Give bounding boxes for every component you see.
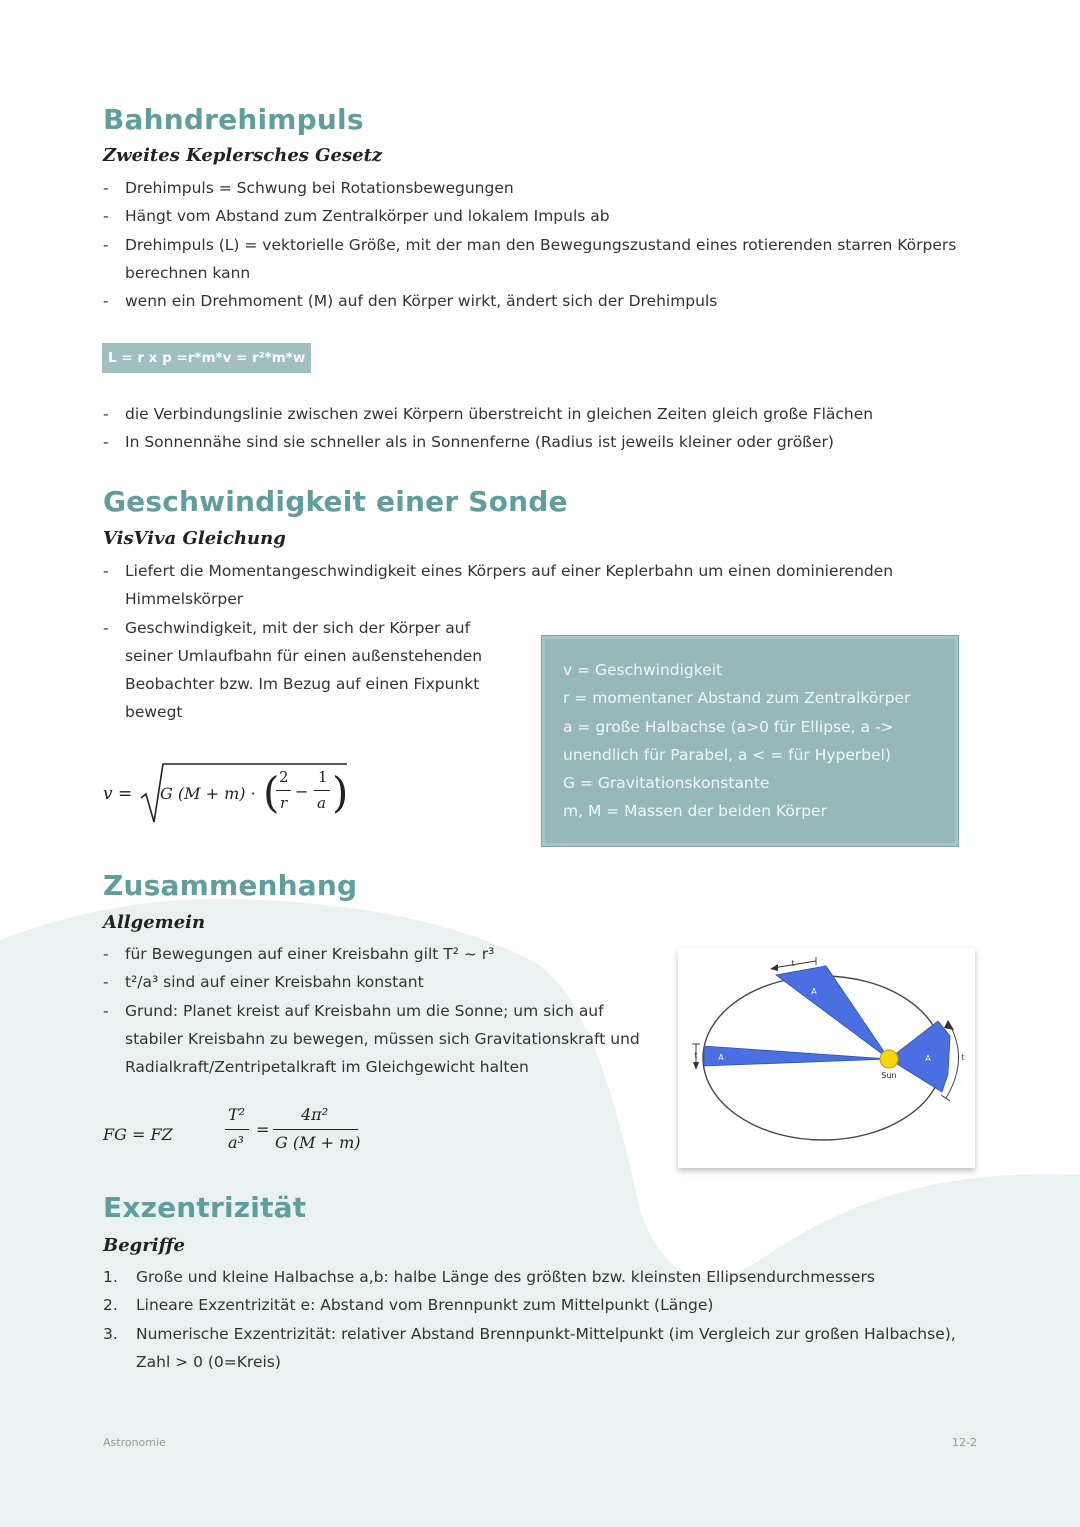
- fraction-den-gmm: G (M + m): [275, 1133, 361, 1152]
- list-item: - Drehimpuls (L) = vektorielle Größe, mit der man den Bewegungszustand eines rotierenden starren Körpers: [103, 235, 957, 254]
- section-title-exzentrizitaet: Exzentrizität: [103, 1191, 307, 1224]
- list-item: 1. Große und kleine Halbachse a,b: halbe Länge des größten bzw. kleinsten Ellipsendurchmessers: [103, 1268, 875, 1286]
- exzentrizitaet-list: [103, 1263, 983, 1376]
- fraction-den-a3: a³: [228, 1133, 244, 1152]
- definitions-box: [541, 635, 959, 847]
- area-label: A: [718, 1053, 724, 1062]
- time-label: t: [961, 1053, 965, 1062]
- angular-momentum-formula: L = r x p =r*m*v = r²*m*w: [102, 343, 311, 373]
- list-item-continuation: seiner Umlaufbahn für einen außenstehenden: [125, 646, 483, 665]
- fraction-bar: [273, 1129, 358, 1130]
- definition-line: v = Geschwindigkeit: [563, 661, 723, 679]
- arrowhead-icon: [770, 964, 778, 971]
- section-subtitle-begriffe: Begriffe: [103, 1235, 185, 1256]
- formula-lhs: v =: [103, 784, 133, 804]
- kepler-orbit-figure: [678, 948, 975, 1168]
- list-item: 2. Lineare Exzentrizität e: Abstand vom Brennpunkt zum Mittelpunkt (Länge): [103, 1296, 714, 1315]
- list-item-continuation: stabiler Kreisbahn zu bewegen, müssen sich Gravitationskraft und: [125, 1029, 640, 1048]
- definition-line: unendlich für Parabel, a < = für Hyperbel): [563, 745, 892, 764]
- area-label: A: [811, 987, 817, 996]
- definition-line: r = momentaner Abstand zum Zentralkörper: [563, 689, 911, 708]
- footer-subject: Astronomie: [103, 1436, 166, 1449]
- kepler-third-law-formula: [225, 1105, 365, 1160]
- formula-radicand: G (M + m) ·: [160, 784, 256, 803]
- arrowhead-icon: [693, 1062, 699, 1070]
- fraction-num-t2: T²: [228, 1105, 246, 1124]
- section-subtitle-visviva: VisViva Gleichung: [103, 528, 286, 549]
- fraction-den-a: a: [317, 794, 326, 812]
- fraction-num-2: 2: [279, 768, 289, 786]
- definition-line: G = Gravitationskonstante: [563, 774, 770, 793]
- time-label: t: [694, 1051, 698, 1060]
- definition-line: m, M = Massen der beiden Körper: [563, 802, 827, 821]
- sun-label: Sun: [881, 1071, 897, 1080]
- force-equality-formula: FG = FZ: [103, 1125, 173, 1144]
- list-item: - wenn ein Drehmoment (M) auf den Körper wirkt, ändert sich der Drehimpuls: [103, 292, 718, 311]
- arrowhead-icon: [944, 1020, 954, 1030]
- list-item: - Hängt vom Abstand zum Zentralkörper und lokalem Impuls ab: [103, 207, 610, 226]
- fraction-den-r: r: [280, 794, 288, 812]
- sun-icon: [880, 1050, 898, 1068]
- list-item-continuation: berechnen kann: [125, 263, 251, 282]
- list-item: - für Bewegungen auf einer Kreisbahn gilt T² ~ r³: [103, 945, 495, 963]
- list-item-continuation: bewegt: [125, 703, 183, 722]
- paren-left: (: [263, 768, 280, 817]
- paren-right: ): [332, 768, 349, 817]
- list-item-continuation: Zahl > 0 (0=Kreis): [136, 1352, 281, 1371]
- equals-sign: =: [256, 1120, 270, 1139]
- list-item: - Liefert die Momentangeschwindigkeit eines Körpers auf einer Keplerbahn um einen dominierenden: [103, 562, 894, 580]
- section-subtitle-kepler: Zweites Keplersches Gesetz: [103, 145, 383, 166]
- orbit-diagram: [678, 948, 975, 1168]
- bahndrehimpuls-list-2: [103, 400, 983, 457]
- section-title-sonde: Geschwindigkeit einer Sonde: [103, 485, 568, 518]
- list-item: - In Sonnennähe sind sie schneller als in Sonnenferne (Radius ist jeweils kleiner oder größer): [103, 433, 834, 452]
- area-label: A: [925, 1054, 931, 1063]
- fraction-bar: [314, 790, 330, 791]
- fraction-bar: [276, 790, 291, 791]
- fraction-bar: [225, 1129, 249, 1130]
- bahndrehimpuls-list: [103, 174, 983, 315]
- fraction-num-4pi2: 4π²: [301, 1105, 329, 1124]
- section-title-zusammenhang: Zusammenhang: [103, 869, 358, 902]
- section-subtitle-allgemein: Allgemein: [103, 912, 206, 933]
- fraction-num-1: 1: [318, 768, 328, 786]
- list-item-continuation: Himmelskörper: [125, 590, 244, 609]
- time-label: t: [791, 959, 795, 968]
- visviva-formula: [103, 760, 353, 830]
- zusammenhang-list: [103, 940, 663, 1081]
- definition-line: a = große Halbachse (a>0 für Ellipse, a ->: [563, 717, 894, 736]
- list-item: - Geschwindigkeit, mit der sich der Körper auf: [103, 618, 471, 637]
- minus-sign: −: [295, 782, 309, 801]
- list-item-continuation: Radialkraft/Zentripetalkraft im Gleichgewicht halten: [125, 1058, 529, 1077]
- list-item-continuation: Beobachter bzw. Im Bezug auf einen Fixpunkt: [125, 675, 480, 694]
- footer-page-number: 12-2: [952, 1436, 977, 1449]
- list-item: 3. Numerische Exzentrizität: relativer Abstand Brennpunkt-Mittelpunkt (im Vergleich zur großen Halbachse),: [103, 1324, 956, 1343]
- list-item: - Drehimpuls = Schwung bei Rotationsbewegungen: [103, 179, 514, 197]
- section-title-bahndrehimpuls: Bahndrehimpuls: [103, 103, 364, 136]
- list-item: - t²/a³ sind auf einer Kreisbahn konstant: [103, 973, 424, 992]
- list-item: - Grund: Planet kreist auf Kreisbahn um die Sonne; um sich auf: [103, 1001, 604, 1020]
- list-item: - die Verbindungslinie zwischen zwei Körpern überstreicht in gleichen Zeiten gleich große Flächen: [103, 405, 874, 423]
